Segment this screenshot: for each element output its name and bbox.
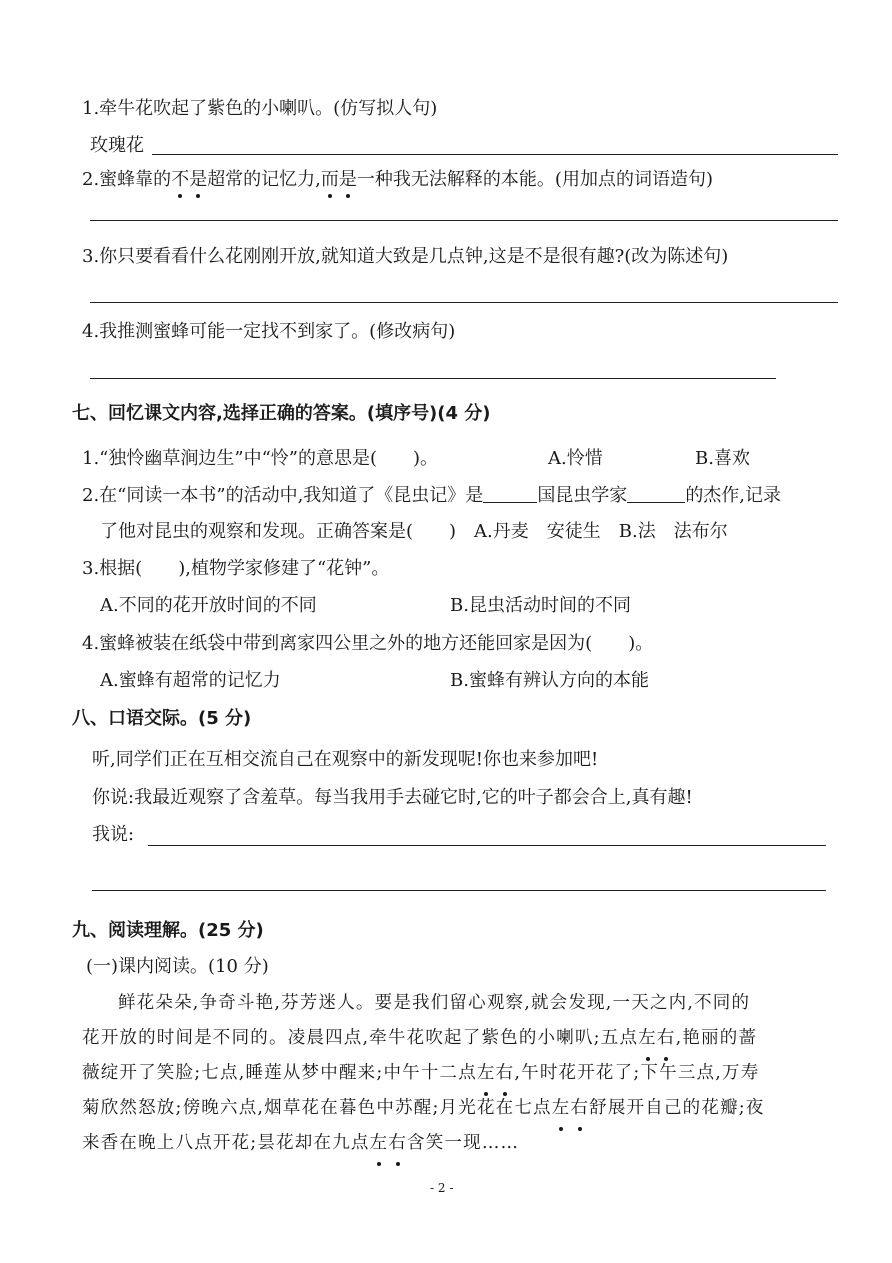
oral-line-1: 听,同学们正在互相交流自己在观察中的新发现呢!你也来参加吧! (92, 749, 599, 770)
question-7-2-text-b: 国昆虫学家 (537, 485, 628, 506)
answer-line-6-4[interactable] (90, 378, 776, 379)
oral-me-label: 我说: (92, 824, 135, 845)
question-6-4: 4.我推测蜜蜂可能一定找不到家了。(修改病句) (82, 321, 456, 342)
dotted-word-zuoyou (638, 1028, 675, 1048)
question-7-3: 3.根据( ),植物学家修建了“花钟”。 (82, 558, 390, 579)
reading-para-line-2 (82, 1022, 842, 1055)
answer-line-6-2[interactable] (90, 220, 838, 221)
answer-line-8-2[interactable] (92, 890, 826, 891)
question-6-1-prefix: 玫瑰花 (90, 135, 144, 156)
option-7-4-a[interactable]: A.蜜蜂有超常的记忆力 (100, 670, 281, 691)
reading-text: ,艳丽的蔷 (675, 1028, 758, 1048)
option-7-3-b[interactable]: B.昆虫活动时间的不同 (450, 595, 631, 616)
blank-country[interactable] (483, 484, 537, 503)
section-7-title: 七、回忆课文内容,选择正确的答案。(填序号)(4 分) (72, 403, 491, 424)
question-7-2-text-c: 的杰作,记录 (685, 485, 782, 506)
section-9-sub-1: (一)课内阅读。(10 分) (86, 956, 269, 977)
dotted-char: 是 (189, 169, 208, 190)
question-7-2 (82, 484, 781, 508)
option-7-4-b[interactable]: B.蜜蜂有辨认方向的本能 (450, 670, 649, 691)
reading-text: 舒展开自己的花瓣;夜 (589, 1098, 765, 1118)
reading-text: 花开放的时间是不同的。凌晨四点,牵牛花吹起了紫色的小喇叭;五点 (82, 1028, 639, 1048)
question-6-3: 3.你只要看看什么花刚刚开放,就知道大致是几点钟,这是不是很有趣?(改为陈述句) (82, 246, 729, 267)
question-6-1: 1.牵牛花吹起了紫色的小喇叭。(仿写拟人句) (82, 98, 438, 119)
question-7-4: 4.蜜蜂被装在纸袋中带到离家四公里之外的地方还能回家是因为( )。 (82, 633, 654, 654)
dotted-word-bushi (171, 169, 207, 190)
dotted-char: 右 (570, 1092, 589, 1125)
reading-para-line-4 (82, 1092, 842, 1125)
reading-text: 薇绽开了笑脸;七点,睡莲从梦中醒来;中午十二点 (82, 1063, 477, 1083)
option-7-1-b[interactable]: B.喜欢 (695, 448, 750, 469)
oral-line-2: 你说:我最近观察了含羞草。每当我用手去碰它时,它的叶子都会合上,真有趣! (92, 787, 693, 808)
dotted-char: 左 (477, 1057, 496, 1090)
option-7-3-a[interactable]: A.不同的花开放时间的不同 (100, 595, 317, 616)
dotted-word-zuoyou (370, 1133, 407, 1153)
page-number: - 2 - (430, 1181, 454, 1195)
question-6-2-text-b: 超常的记忆力, (207, 169, 321, 190)
dotted-char: 左 (638, 1022, 657, 1055)
blank-author[interactable] (627, 484, 685, 503)
reading-para-line-5 (82, 1127, 842, 1160)
dotted-char: 右 (657, 1022, 676, 1055)
dotted-word-ershi (321, 169, 357, 190)
dotted-char: 左 (552, 1092, 571, 1125)
dotted-char: 而 (320, 169, 339, 190)
dotted-char: 左 (370, 1127, 389, 1160)
answer-line-8-1[interactable] (148, 845, 826, 846)
section-8-title: 八、口语交际。(5 分) (72, 708, 252, 729)
option-7-1-a[interactable]: A.怜惜 (548, 448, 603, 469)
dotted-char: 不 (171, 169, 190, 190)
question-6-2-text-c: 一种我无法解释的本能。(用加点的词语造句) (356, 169, 713, 190)
dotted-char: 是 (338, 169, 357, 190)
question-7-2-line2: 了他对昆虫的观察和发现。正确答案是( ) A.丹麦 安徒生 B.法 法布尔 (100, 521, 728, 542)
reading-text: ,午时花开花了;下午三点,万寿 (514, 1063, 760, 1083)
question-7-2-text-a: 2.在“同读一本书”的活动中,我知道了《昆虫记》是 (82, 485, 484, 506)
dotted-word-zuoyou (552, 1098, 589, 1118)
dotted-char: 右 (388, 1127, 407, 1160)
reading-para-line-1: 鲜花朵朵,争奇斗艳,芬芳迷人。要是我们留心观察,就会发现,一天之内,不同的 (118, 993, 751, 1013)
dotted-char: 右 (496, 1057, 515, 1090)
reading-text: 来香在晚上八点开花;昙花却在九点 (82, 1133, 370, 1153)
section-9-title: 九、阅读理解。(25 分) (72, 920, 264, 941)
question-7-1: 1.“独怜幽草涧边生”中“怜”的意思是( )。 (82, 448, 439, 469)
reading-text: 菊欣然怒放;傍晚六点,烟草花在暮色中苏醒;月光花在七点 (82, 1098, 552, 1118)
reading-para-line-3 (82, 1057, 842, 1090)
answer-line-6-3[interactable] (90, 302, 838, 303)
dotted-word-zuoyou (477, 1063, 514, 1083)
question-6-2 (82, 168, 713, 192)
answer-line-6-1[interactable] (152, 154, 838, 155)
question-6-2-text-a: 2.蜜蜂靠的 (82, 169, 172, 190)
reading-text: 含笑一现…… (407, 1133, 520, 1153)
